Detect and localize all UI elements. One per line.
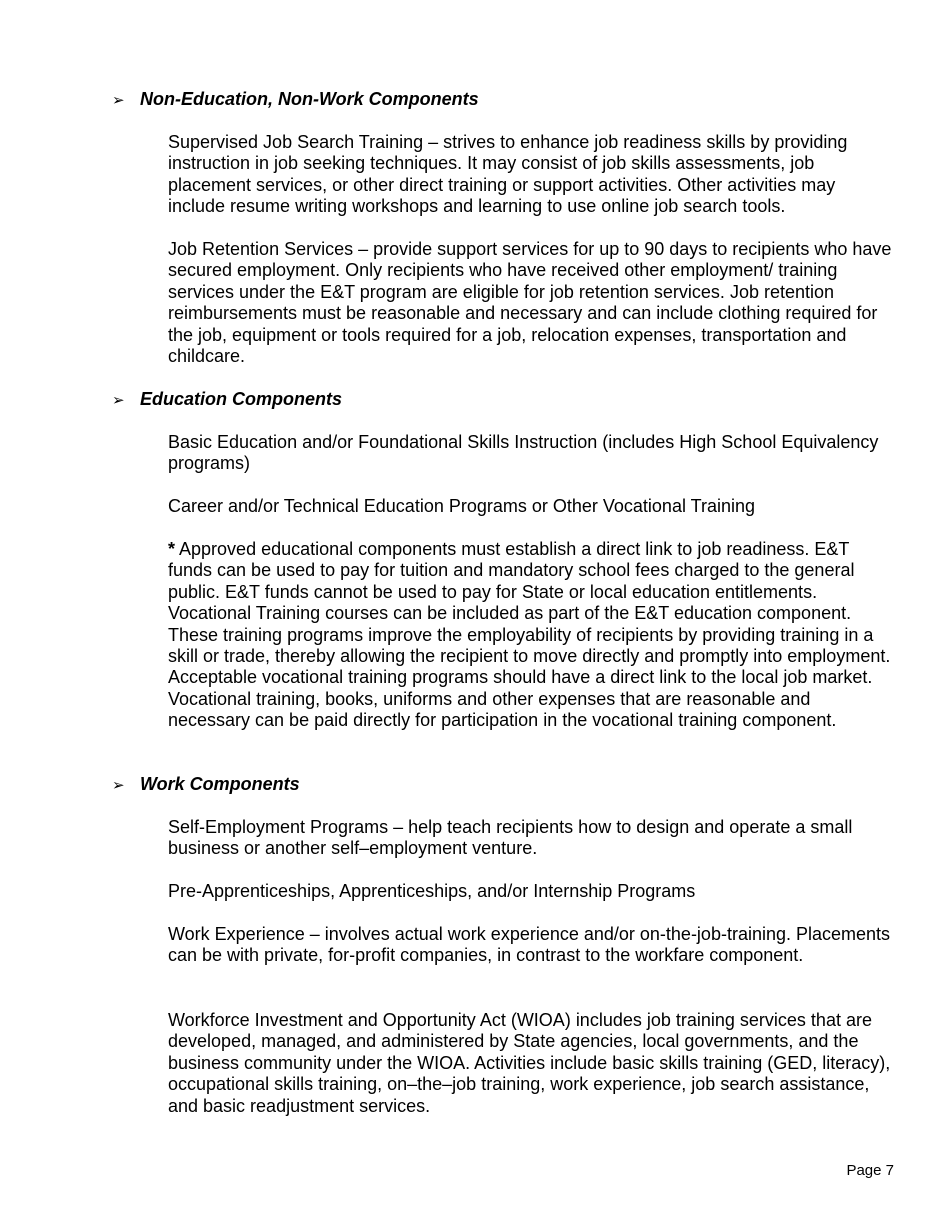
section-title: Work Components bbox=[140, 774, 300, 794]
section-title: Non-Education, Non-Work Components bbox=[140, 89, 479, 109]
paragraph-apprenticeships: Pre-Apprenticeships, Apprenticeships, and/or Internship Programs bbox=[168, 881, 696, 901]
section-heading-education bbox=[112, 389, 342, 411]
arrow-bullet-icon: ➢ bbox=[112, 777, 125, 794]
paragraph-supervised-job-search: Supervised Job Search Training – strives to enhance job readiness skills by providing instruction in job seeking techniques. It may consist of job skills assessments, job placement services, or other direct training or support activities. Other activities may include resume writing workshops and learning to use online job search tools. bbox=[168, 132, 848, 217]
paragraph-career-technical: Career and/or Technical Education Programs or Other Vocational Training bbox=[168, 496, 755, 516]
note-asterisk: * bbox=[168, 539, 176, 559]
arrow-bullet-icon: ➢ bbox=[112, 392, 125, 409]
paragraph-basic-education: Basic Education and/or Foundational Skills Instruction (includes High School Equivalency programs) bbox=[168, 432, 879, 474]
section-heading-work bbox=[112, 774, 300, 796]
section-title: Education Components bbox=[140, 389, 342, 409]
note-text: Approved educational components must establish a direct link to job readiness. E&T funds can be used to pay for tuition and mandatory school fees charged to the general public. E&T funds cannot be used to pay for State or local education entitlements. Vocational Training courses can be included as part of the E&T education component. These training programs improve the employability of recipients by providing training in a skill or trade, thereby allowing the recipient to move directly and promptly into employment. Acceptable vocational training programs should have a direct link to the local job market. Vocational training, books, uniforms and other expenses that are reasonable and necessary can be paid directly for participation in the vocational training component. bbox=[168, 539, 891, 731]
paragraph-work-experience: Work Experience – involves actual work experience and/or on-the-job-training. Placements can be with private, for-profit companies, in contrast to the workfare component. bbox=[168, 924, 891, 966]
paragraph-job-retention: Job Retention Services – provide support services for up to 90 days to recipients who have secured employment. Only recipients who have received other employment/ training services under the E&T program are eligible for job retention services. Job retention reimbursements must be reasonable and necessary and can include clothing required for the job, equipment or tools required for a job, relocation expenses, transportation and childcare. bbox=[168, 239, 892, 367]
section-heading-non-education bbox=[112, 89, 479, 111]
paragraph-wioa: Workforce Investment and Opportunity Act (WIOA) includes job training services that are developed, managed, and administered by State agencies, local governments, and the business community under the WIOA. Activities include basic skills training (GED, literacy), occupational skills training, on–the–job training, work experience, job search assistance, and basic readjustment services. bbox=[168, 1010, 891, 1116]
paragraph-education-note bbox=[168, 539, 893, 732]
page-number: Page 7 bbox=[846, 1162, 894, 1179]
arrow-bullet-icon: ➢ bbox=[112, 92, 125, 109]
paragraph-self-employment: Self-Employment Programs – help teach recipients how to design and operate a small business or another self–employment venture. bbox=[168, 817, 853, 859]
